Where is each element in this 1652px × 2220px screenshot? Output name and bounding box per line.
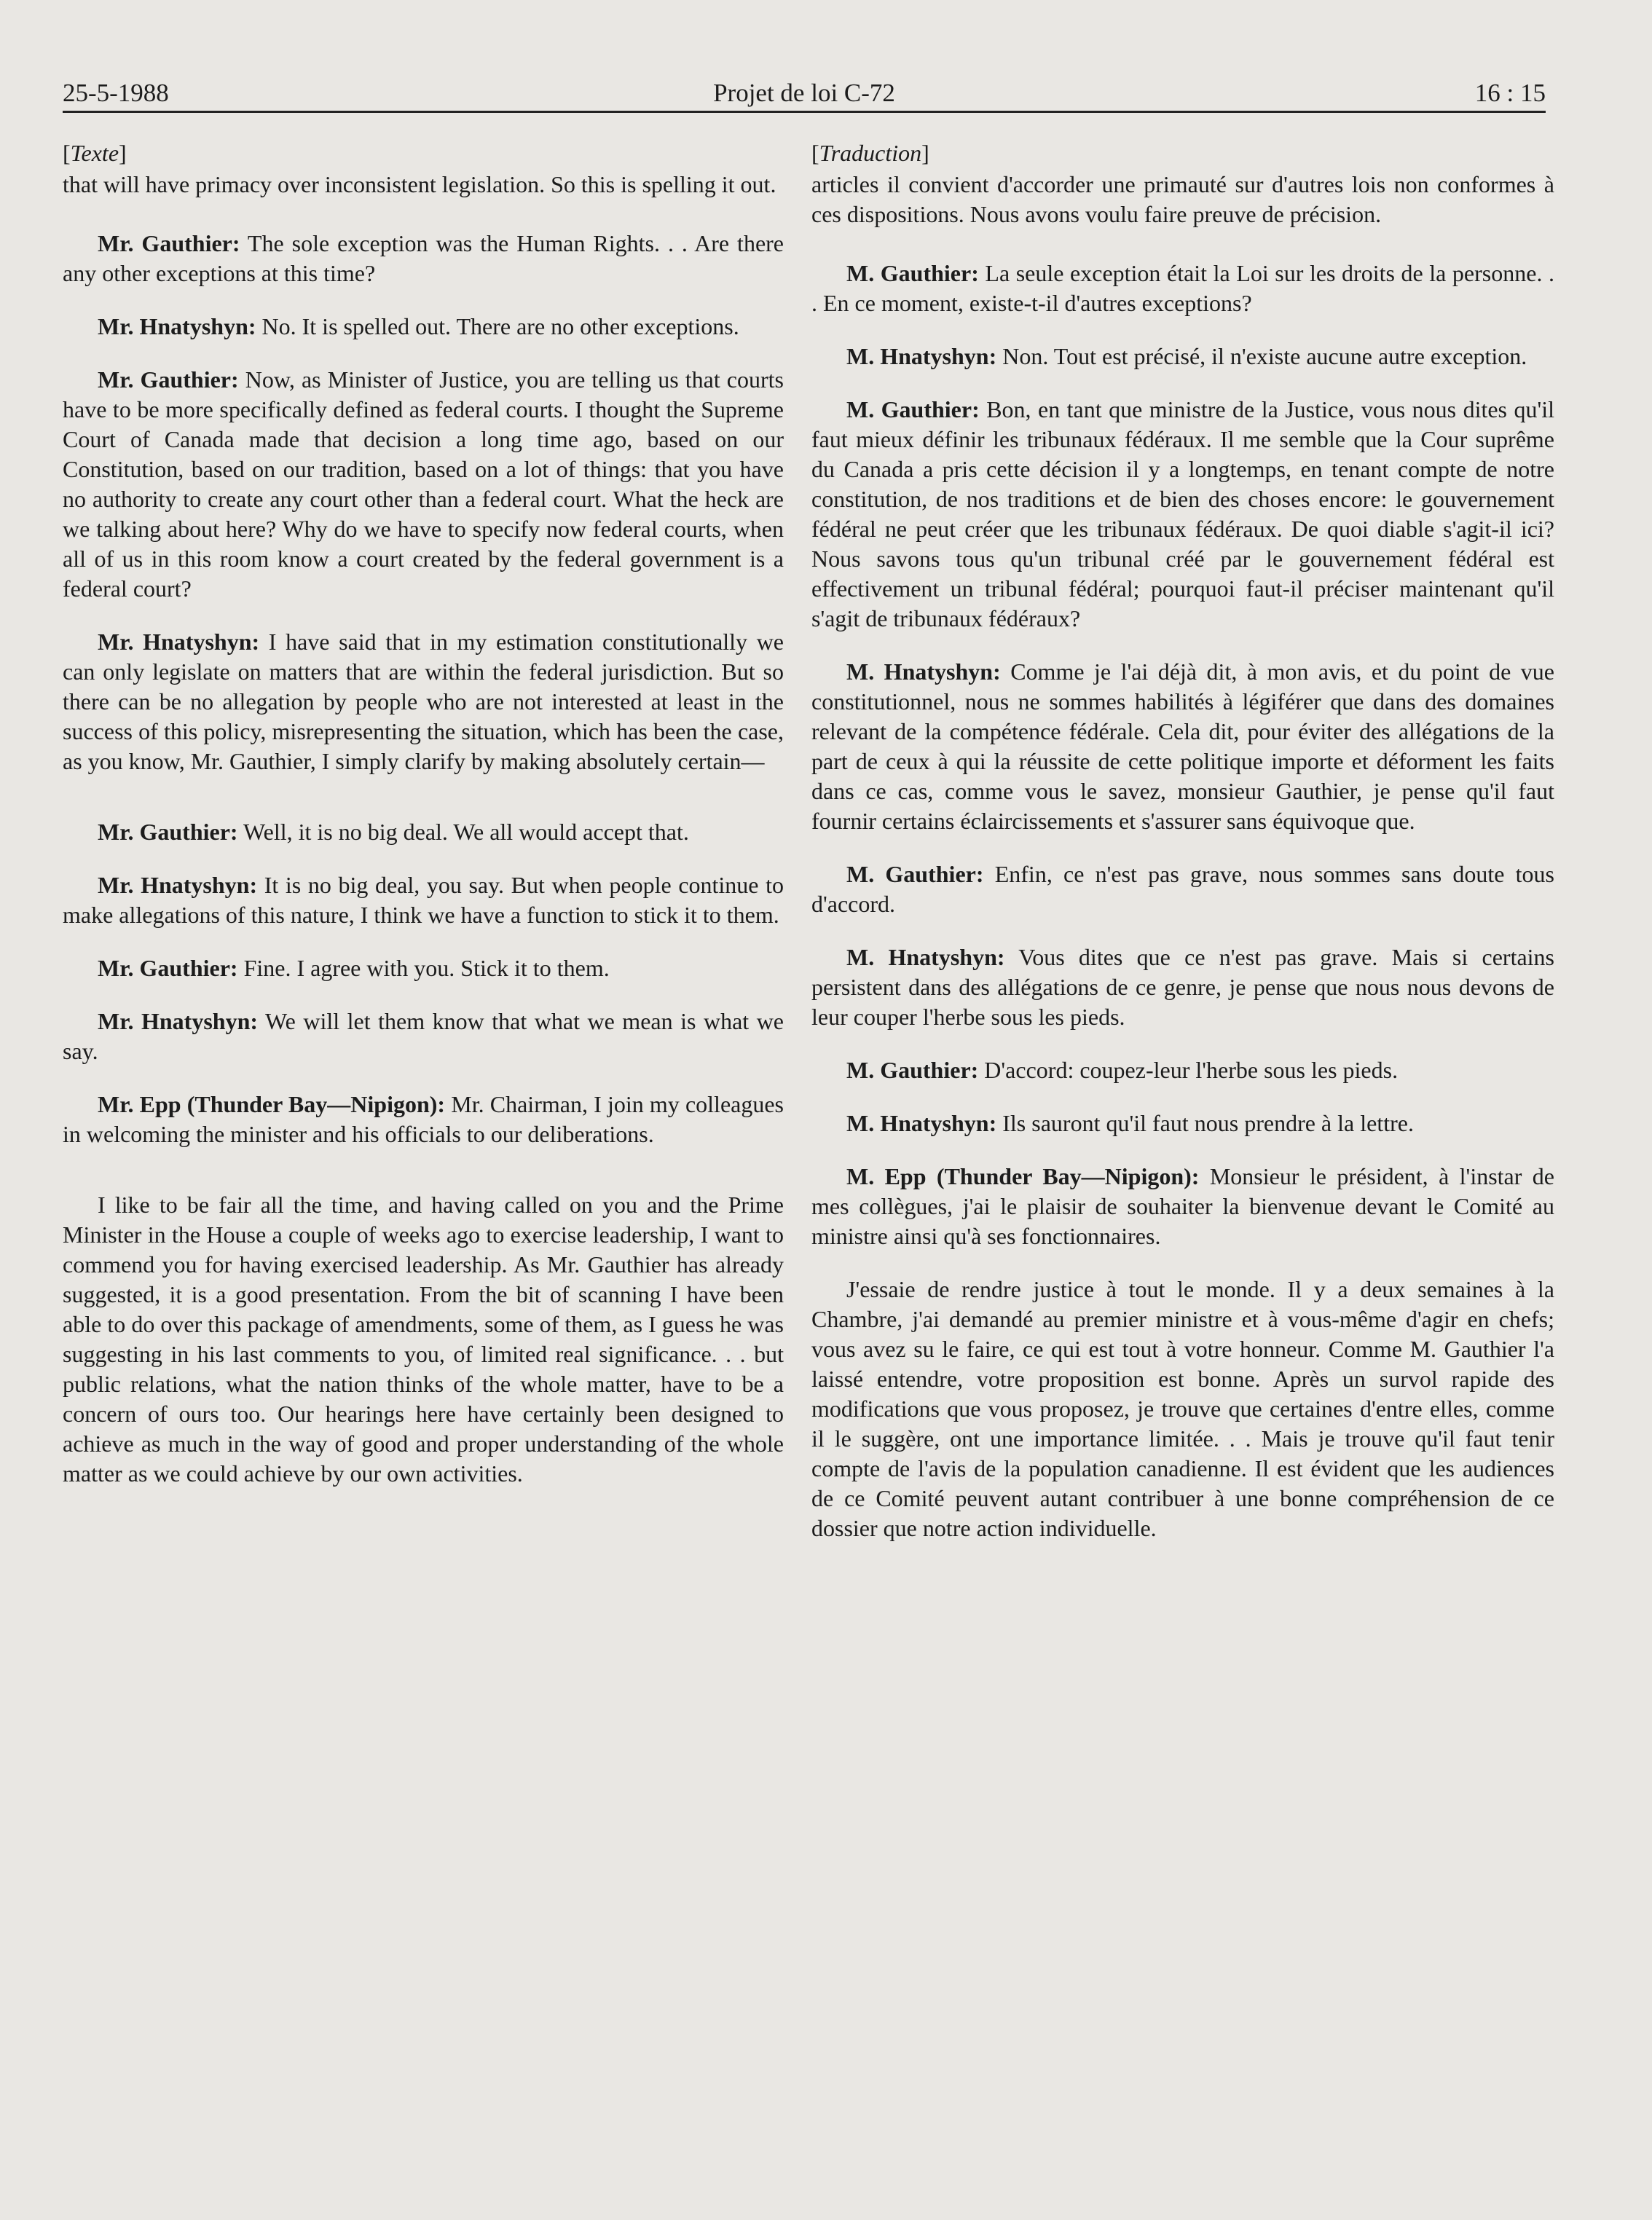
french-column <box>811 138 1554 1567</box>
column-tag-traduction: [Traduction] <box>811 140 929 166</box>
speaker-name: M. Epp (Thunder Bay—Nipigon): <box>846 1163 1200 1189</box>
speech-paragraph <box>811 1162 1554 1251</box>
english-column <box>63 138 784 1512</box>
speaker-name: Mr. Hnatyshyn: <box>98 313 256 339</box>
speech-paragraph <box>811 342 1554 371</box>
speaker-name: Mr. Hnatyshyn: <box>98 872 258 898</box>
speech-paragraph <box>811 1275 1554 1543</box>
speech-text: Fine. I agree with you. Stick it to them. <box>237 955 610 981</box>
speech-text: Enfin, ce n'est pas grave, nous sommes sans doute tous d'accord. <box>811 861 1555 917</box>
speaker-name: Mr. Hnatyshyn: <box>98 1008 259 1034</box>
speech-text: J'essaie de rendre justice à tout le monde. Il y a deux semaines à la Chambre, j'ai demandé au premier ministre et à vous-même d'agir en chefs; vous avez su le faire, ce qui est tout à votre honneur. Comme M. Gauthier l'a laissé entendre, votre proposition est bonne. Après un survol rapide des modifications que vous proposez, je trouve que certaines d'entre elles, comme il le suggère, ont une importance limitée. . . Mais je trouve qu'il faut tenir compte de l'avis de la population canadienne. Il est évident que les audiences de ce Comité peuvent autant contribuer à une bonne compréhension de ce dossier que notre action individuelle. <box>811 1276 1554 1541</box>
speech-text: Monsieur le président, à l'instar de mes collègues, j'ai le plaisir de souhaiter la bienvenue devant le Comité au ministre ainsi qu'à ses fonctionnaires. <box>811 1163 1555 1249</box>
speaker-name: M. Gauthier: <box>846 1057 979 1083</box>
speech-paragraph <box>811 859 1554 919</box>
speech-text: No. It is spelled out. There are no other exceptions. <box>256 313 739 339</box>
speech-text: I have said that in my estimation constitutionally we can only legislate on matters that are within the federal jurisdiction. But so there can be no allegation by people who are not interested at least in the success of this policy, misrepresenting the situation, which has been the case, as you know, Mr. Gauthier, I simply clarify by making absolutely certain— <box>63 629 784 774</box>
header-date: 25-5-1988 <box>63 79 169 107</box>
speaker-name: Mr. Gauthier: <box>98 230 240 256</box>
speech-paragraph <box>63 1090 784 1149</box>
header-title: Projet de loi C-72 <box>713 79 895 107</box>
speaker-name: M. Gauthier: <box>846 861 984 887</box>
header-rule <box>63 111 1546 113</box>
speech-text: Now, as Minister of Justice, you are telling us that courts have to be more specifically defined as federal courts. I thought the Supreme Court of Canada made that decision a long time ago, based on our Constitution, based on our tradition, based on a lot of things: that you have no authority to create any court other than a federal court. What the heck are we talking about here? Why do we have to specify now federal courts, when all of us in this room know a court created by the federal government is a federal court? <box>63 366 784 602</box>
speech-paragraph <box>811 942 1554 1032</box>
speech-paragraph <box>811 1109 1554 1138</box>
speech-text: We will let them know that what we mean is what we say. <box>63 1008 784 1064</box>
speech-paragraph <box>811 657 1554 836</box>
speech-paragraph <box>811 259 1554 318</box>
speech-paragraph <box>811 395 1554 634</box>
speaker-name: M. Hnatyshyn: <box>846 343 997 369</box>
speaker-name: Mr. Epp (Thunder Bay—Nipigon): <box>98 1091 446 1117</box>
speech-paragraph <box>811 1055 1554 1085</box>
speech-text: Non. Tout est précisé, il n'existe aucune autre exception. <box>996 343 1527 369</box>
speech-text: Comme je l'ai déjà dit, à mon avis, et du point de vue constitutionnel, nous ne sommes habilités à légiférer que dans des domaines relevant de la compétence fédérale. Cela dit, pour éviter des allégations de la part de ceux à qui la réussite de cette politique importe et déforment les faits dans ce cas, comme vous le savez, monsieur Gauthier, je pense qu'il faut fournir certains éclaircissements et s'assurer sans équivoque que. <box>811 658 1555 834</box>
speaker-name: M. Gauthier: <box>846 260 979 286</box>
speech-paragraph <box>63 870 784 930</box>
speech-text: La seule exception était la Loi sur les droits de la personne. . . En ce moment, existe-t-il d'autres exceptions? <box>811 260 1555 316</box>
speech-paragraph <box>63 312 784 342</box>
speech-paragraph <box>63 229 784 288</box>
speech-text: Vous dites que ce n'est pas grave. Mais si certains persistent dans des allégations de ce genre, je pense que nous nous devons de leur couper l'herbe sous les pieds. <box>811 944 1555 1030</box>
speaker-name: M. Gauthier: <box>846 396 980 422</box>
speech-paragraph <box>63 1007 784 1066</box>
speaker-name: Mr. Hnatyshyn: <box>98 629 260 655</box>
speech-text: Mr. Chairman, I join my colleagues in welcoming the minister and his officials to our deliberations. <box>63 1091 784 1147</box>
speech-text: It is no big deal, you say. But when people continue to make allegations of this nature, I think we have a function to stick it to them. <box>63 872 784 928</box>
speech-paragraph <box>63 953 784 983</box>
speech-paragraph <box>63 1190 784 1489</box>
speech-text: Well, it is no big deal. We all would accept that. <box>237 819 689 845</box>
paragraph-intro: that will have primacy over inconsistent legislation. So this is spelling it out. <box>63 171 776 197</box>
speech-text: I like to be fair all the time, and having called on you and the Prime Minister in the House a couple of weeks ago to exercise leadership, I want to commend you for having exercised leadership. As Mr. Gauthier has already suggested, it is a good presentation. From the bit of scanning I have been able to do over this package of amendments, some of them, as I guess he was suggesting in his last comments to you, of limited real significance. . . but public relations, what the nation thinks of the whole matter, have to be a concern of ours too. Our hearings here have certainly been designed to achieve as much in the way of good and proper understanding of the whole matter as we could achieve by our own activities. <box>63 1192 784 1487</box>
header-page-number: 16 : 15 <box>1474 79 1546 107</box>
column-tag-texte: [Texte] <box>63 140 127 166</box>
speech-text: D'accord: coupez-leur l'herbe sous les pieds. <box>978 1057 1399 1083</box>
speech-text: Bon, en tant que ministre de la Justice, vous nous dites qu'il faut mieux définir les tribunaux fédéraux. Il me semble que la Cour suprême du Canada a pris cette décision il y a longtemps, en tenant compte de notre constitution, de nos traditions et de bien des choses encore: le gouvernement fédéral ne peut créer que les tribunaux fédéraux. De quoi diable s'agit-il ici? Nous savons tous qu'un tribunal créé par le gouvernement fédéral est effectivement un tribunal fédéral; pourquoi faut-il préciser maintenant qu'il s'agit de tribunaux fédéraux? <box>811 396 1555 631</box>
speech-paragraph <box>63 365 784 604</box>
speaker-name: Mr. Gauthier: <box>98 955 238 981</box>
speaker-name: M. Hnatyshyn: <box>846 658 1001 685</box>
speech-text: The sole exception was the Human Rights. . . Are there any other exceptions at this time? <box>63 230 784 286</box>
speech-text: Ils sauront qu'il faut nous prendre à la lettre. <box>996 1110 1414 1136</box>
speaker-name: M. Hnatyshyn: <box>846 1110 997 1136</box>
page-header <box>63 79 1546 112</box>
speaker-name: M. Hnatyshyn: <box>846 944 1005 970</box>
paragraph-intro: articles il convient d'accorder une primauté sur d'autres lois non conformes à ces dispositions. Nous avons voulu faire preuve de précision. <box>811 171 1554 227</box>
speech-paragraph <box>63 817 784 847</box>
speech-paragraph <box>63 627 784 776</box>
speaker-name: Mr. Gauthier: <box>98 819 238 845</box>
speaker-name: Mr. Gauthier: <box>98 366 239 393</box>
